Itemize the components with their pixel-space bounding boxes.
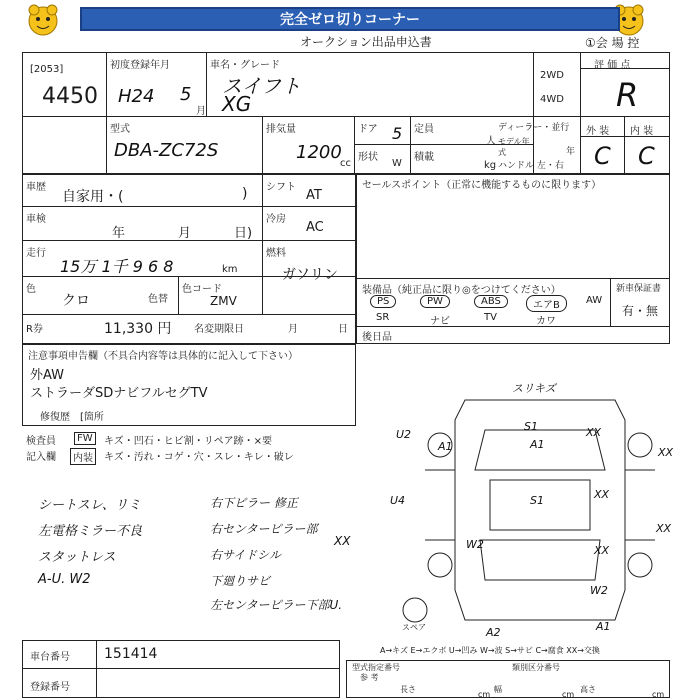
mark-w2-left: W2 bbox=[466, 538, 484, 551]
kg-unit: kg bbox=[484, 160, 497, 171]
km-unit: km bbox=[222, 264, 238, 275]
check-items-interior: キズ・汚れ・コゲ・穴・スレ・キレ・破レ bbox=[104, 452, 294, 463]
door-value: 5 bbox=[392, 124, 403, 143]
car-diagram bbox=[395, 380, 685, 640]
mark-xx-2: XX bbox=[658, 446, 674, 459]
mark-s1-top: S1 bbox=[524, 420, 538, 433]
rating-label: 評 価 点 bbox=[594, 60, 631, 71]
door-label: ドア bbox=[358, 124, 378, 135]
notes-line-2: ストラーダSDナビフルセグTV bbox=[30, 386, 208, 401]
lot-number: 4450 bbox=[42, 84, 98, 109]
reg-label: 登録番号 bbox=[30, 682, 70, 693]
color-code-label: 色コード bbox=[182, 284, 222, 295]
ac-label: 冷房 bbox=[266, 214, 286, 225]
equipment-label: 装備品（純正品に限り◎をつけてください） bbox=[362, 285, 561, 296]
equip-aw: AW bbox=[586, 295, 603, 306]
usage-close: ) bbox=[242, 186, 248, 202]
person-unit: 人 bbox=[486, 136, 496, 147]
mark-u2: U2 bbox=[396, 428, 412, 441]
chassis-value: 151414 bbox=[104, 646, 158, 662]
first-reg-label: 初度登録年月 bbox=[110, 60, 170, 71]
remark-xx: XX bbox=[334, 534, 351, 548]
load-label: 積載 bbox=[414, 152, 434, 163]
shape-label: 形状 bbox=[358, 152, 378, 163]
expiry-label: 名変期限日 bbox=[194, 324, 244, 335]
mark-u4: U4 bbox=[390, 494, 406, 507]
cc-unit: cc bbox=[340, 158, 351, 169]
equip-navi: ナビ bbox=[430, 316, 450, 327]
month-unit: 月 bbox=[196, 106, 206, 117]
notes-line-1: 外AW bbox=[30, 368, 65, 383]
selling-points-label: セールスポイント（正常に機能するものに限ります） bbox=[362, 180, 602, 191]
mark-xx-5: XX bbox=[656, 522, 672, 535]
width-unit: cm bbox=[562, 690, 575, 699]
year-unit: 年 bbox=[566, 147, 576, 157]
header-title: オークション出品申込書 bbox=[300, 35, 432, 49]
remark-right-3: 右サイドシル bbox=[210, 548, 281, 562]
notes-label: 注意事項申告欄（不具合内容等は具体的に記入して下さい） bbox=[28, 351, 298, 362]
check-fw: FW bbox=[74, 432, 96, 445]
repair-label: 修復歴 [箇所 bbox=[40, 412, 104, 423]
interior-value: C bbox=[638, 142, 655, 170]
record-label: 記入欄 bbox=[26, 452, 56, 463]
shift-label: シフト bbox=[266, 182, 296, 193]
mascot-left-icon bbox=[26, 4, 60, 38]
mark-xx-4: XX bbox=[594, 544, 610, 557]
chassis-label: 車台番号 bbox=[30, 652, 70, 663]
color-label: 色 bbox=[26, 284, 36, 295]
height-unit: cm bbox=[652, 690, 665, 699]
mileage-value: 15万 1千 9 6 8 bbox=[60, 257, 174, 276]
capacity-label: 定員 bbox=[414, 124, 434, 135]
remark-left-3: スタットレス bbox=[38, 550, 116, 565]
inspection-year: 年 bbox=[112, 226, 126, 241]
check-items-exterior: キズ・凹石・ヒビ割・リペア跡・×要 bbox=[104, 436, 272, 447]
equip-tv: TV bbox=[484, 312, 497, 323]
equip-abs: ABS bbox=[474, 295, 508, 308]
damage-legend: A→キズ E→エクボ U→凹み W→波 S→サビ C→腐食 XX→交換 bbox=[380, 646, 600, 655]
model-value: DBA-ZC72S bbox=[114, 140, 219, 161]
mark-a1-top: A1 bbox=[530, 438, 545, 451]
shift-value: AT bbox=[306, 188, 322, 203]
color-change-label: 色替 bbox=[148, 294, 168, 305]
inspection-label: 車検 bbox=[26, 214, 46, 225]
model-year-label: モデル年式 bbox=[498, 137, 530, 157]
mark-w2-right: W2 bbox=[590, 584, 608, 597]
recycle-label: R券 bbox=[26, 324, 43, 335]
ac-value: AC bbox=[306, 220, 324, 235]
reference-left: 参 考 bbox=[360, 673, 379, 682]
car-label: 車名・グレード bbox=[210, 60, 280, 71]
type-designation: 型式指定番号 bbox=[352, 663, 400, 672]
mark-xx-3: XX bbox=[594, 488, 610, 501]
new-warranty-label: 新車保証書 bbox=[616, 284, 662, 294]
class-label: 類別区分番号 bbox=[512, 663, 560, 672]
remark-right-2: 右センターピラー部 bbox=[210, 522, 318, 536]
check-interior: 内装 bbox=[70, 448, 96, 465]
car-grade: XG bbox=[222, 92, 252, 116]
remark-right-4: 下廻りサビ bbox=[210, 574, 271, 588]
box-number: [2053] bbox=[30, 64, 64, 75]
inspector-label: 検査員 bbox=[26, 436, 56, 447]
dealer-label: ディーラー・並行 bbox=[498, 123, 570, 133]
new-warranty-value: 有・無 bbox=[622, 304, 659, 318]
remark-right-1: 右下ピラー 修正 bbox=[210, 496, 298, 510]
equip-airbag: エアB bbox=[526, 295, 567, 312]
era-year: H24 bbox=[118, 86, 155, 107]
mark-a1-left: A1 bbox=[438, 440, 453, 453]
color-code-value: ZMV bbox=[210, 294, 237, 308]
remark-left-4: A-U. W2 bbox=[38, 572, 91, 587]
rating-value: R bbox=[616, 76, 639, 114]
back-seat-label: 後日品 bbox=[362, 332, 392, 343]
inspection-day: 日) bbox=[234, 226, 253, 241]
exterior-label: 外 装 bbox=[586, 126, 610, 137]
mark-a1-bottom: A1 bbox=[596, 620, 611, 633]
interior-label: 内 装 bbox=[630, 126, 654, 137]
color-value: クロ bbox=[62, 293, 90, 309]
remark-left-2: 左電格ミラー不良 bbox=[38, 524, 143, 539]
inspection-month: 月 bbox=[178, 226, 192, 241]
mark-a2: A2 bbox=[486, 626, 501, 639]
handle-label: ハンドル 左・右 bbox=[498, 161, 564, 171]
displacement-value: 1200 bbox=[296, 142, 342, 163]
expiry-day: 日 bbox=[338, 324, 348, 335]
mark-xx-1: XX bbox=[586, 426, 602, 439]
drive-2wd: 2WD bbox=[540, 70, 564, 81]
height-label: 高さ bbox=[580, 685, 596, 694]
model-label: 型式 bbox=[110, 124, 130, 135]
equip-ps: PS bbox=[370, 295, 396, 308]
venue-label: ①会 場 控 bbox=[585, 36, 640, 50]
shape-value: W bbox=[392, 158, 402, 169]
mark-s1-mid: S1 bbox=[530, 494, 544, 507]
equip-pw: PW bbox=[420, 295, 450, 308]
length-unit: cm bbox=[478, 690, 491, 699]
exterior-value: C bbox=[594, 142, 611, 170]
remark-left-1: シートスレ、リミ bbox=[38, 498, 141, 513]
recycle-value: 11,330 円 bbox=[104, 321, 172, 337]
banner: 完全ゼロ切りコーナー bbox=[80, 7, 620, 31]
equip-leather: カワ bbox=[536, 316, 556, 327]
mileage-label: 走行 bbox=[26, 248, 46, 259]
expiry-month: 月 bbox=[288, 324, 298, 335]
remark-right-5: 左センターピラー下部U. bbox=[210, 598, 343, 612]
length-label: 長さ bbox=[400, 685, 416, 694]
car-name: スイフト bbox=[222, 74, 301, 98]
mark-spare: スペア bbox=[402, 623, 426, 632]
width-label: 幅 bbox=[494, 685, 502, 694]
fuel-label: 燃料 bbox=[266, 248, 286, 259]
displacement-label: 排気量 bbox=[266, 124, 296, 135]
drive-4wd: 4WD bbox=[540, 94, 564, 105]
usage-value: 自家用・( bbox=[62, 189, 124, 205]
equip-sr: SR bbox=[376, 312, 390, 323]
mark-scratch: スリキズ bbox=[512, 382, 556, 395]
usage-label: 車歴 bbox=[26, 182, 46, 193]
reg-month: 5 bbox=[180, 84, 192, 105]
fuel-value: ガソリン bbox=[282, 267, 338, 283]
